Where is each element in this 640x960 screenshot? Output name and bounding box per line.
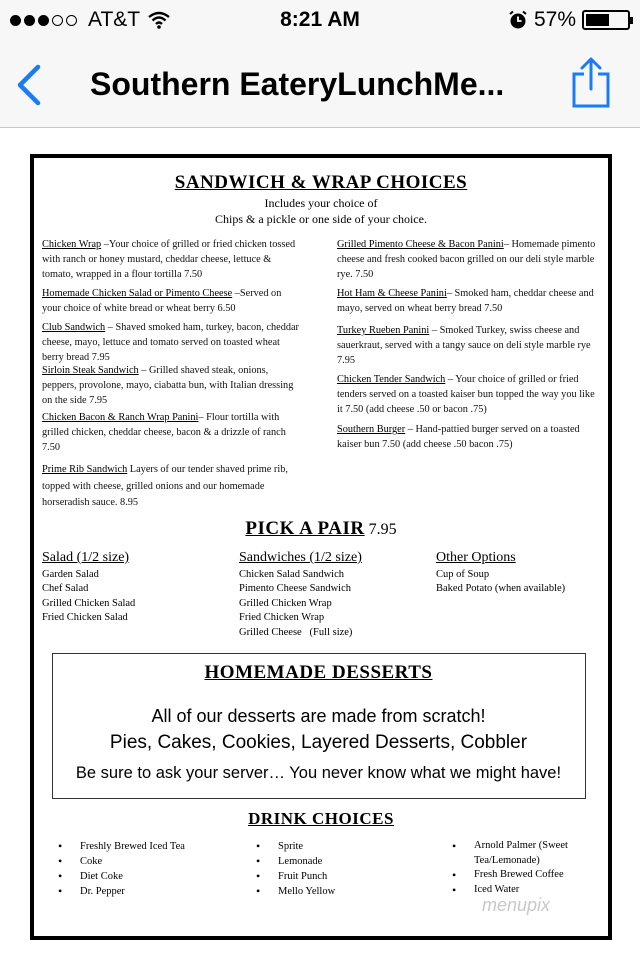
status-bar — [0, 0, 640, 40]
list-item: • Fresh Brewed Coffee — [452, 868, 592, 883]
drinks-column-2 — [256, 839, 426, 899]
menu-item-desc: Layers of our tender shaved prime rib, topped with cheese, grilled onions and our homemade horseradish sauce. 8.95 — [42, 464, 288, 508]
menu-item-desc: – Shaved smoked ham, turkey, bacon, cheddar cheese, mayo, lettuce and tomato served on toasted wheat berry bread 7.95 — [42, 322, 299, 363]
list-item: • Lemonade — [256, 854, 426, 869]
menu-item-name: Prime Rib Sandwich — [42, 464, 128, 475]
list-item: Grilled Cheese (Full size) — [239, 626, 353, 638]
menu-item — [42, 320, 302, 365]
menu-page — [30, 154, 612, 940]
battery-level — [586, 14, 609, 26]
menu-item-name: Sirloin Steak Sandwich — [42, 365, 139, 376]
list-item: Chicken Salad Sandwich — [239, 568, 344, 580]
desserts-line-3: Be sure to ask your server… You never know what we might have! — [75, 764, 562, 782]
pick-column-sandwiches — [239, 551, 429, 640]
back-chevron-icon[interactable] — [14, 64, 44, 106]
navigation-bar — [0, 40, 640, 128]
battery-percent: 57% — [533, 8, 576, 31]
list-item: Garden Salad — [42, 568, 99, 580]
menu-item-desc: –Served on your choice of white bread or wheat berry 6.50 — [42, 288, 282, 314]
menu-item-desc: – Smoked ham, cheddar cheese and mayo, served on wheat berry bread 7.50 — [337, 288, 594, 314]
sandwich-subtitle-1: Includes your choice of — [264, 196, 378, 210]
list-item: • Arnold Palmer (Sweet Tea/Lemonade) — [452, 839, 592, 868]
menu-item-desc: – Your choice of grilled or fried tenders served on a toasted kaiser bun topped the way you like it 7.50 (add cheese .50 or bacon .75) — [337, 374, 595, 415]
menu-item — [337, 422, 599, 452]
menu-item — [42, 237, 302, 282]
pick-a-pair-title: PICK A PAIR — [245, 518, 365, 539]
menupix-watermark: menupix — [481, 895, 550, 915]
list-item: Cup of Soup — [436, 568, 490, 580]
menu-item — [337, 286, 599, 316]
pick-column-heading: Salad (1/2 size) — [42, 550, 130, 565]
desserts-line-2: Pies, Cakes, Cookies, Layered Desserts, Cobbler — [109, 732, 528, 753]
list-item: Fried Chicken Wrap — [239, 612, 325, 623]
menu-item-desc: – Grilled shaved steak, onions, peppers, provolone, mayo, ciabatta bun, with Italian dressing on the side 7.95 — [42, 365, 294, 406]
menu-item — [42, 286, 302, 316]
menu-item-desc: – Hand-pattied burger served on a toasted kaiser bun 7.50 (add cheese .50 bacon .75) — [337, 424, 580, 450]
list-item: Pimento Cheese Sandwich — [239, 583, 351, 594]
status-right — [508, 8, 630, 32]
list-item: Grilled Chicken Salad — [42, 597, 136, 609]
menu-item-desc: – Homemade pimento cheese and fresh cooked bacon grilled on our deli style marble rye. 7.50 — [337, 239, 596, 280]
list-item: • Freshly Brewed Iced Tea — [58, 839, 233, 854]
list-item: Grilled Chicken Wrap — [239, 597, 332, 609]
menu-item-name: Turkey Rueben Panini — [337, 325, 430, 336]
status-time: 8:21 AM — [280, 8, 360, 31]
menu-item-name: Chicken Tender Sandwich — [337, 374, 446, 385]
menu-image-view[interactable] — [0, 129, 640, 960]
list-item: • Fruit Punch — [256, 869, 426, 884]
list-item: • Mello Yellow — [256, 884, 426, 899]
list-item: • Sprite — [256, 839, 426, 854]
menu-item — [337, 372, 599, 417]
menu-item-desc: – Flour tortilla with grilled chicken, cheddar cheese, bacon & a drizzle of ranch 7.50 — [42, 412, 286, 453]
menu-item-name: Homemade Chicken Salad or Pimento Cheese — [42, 288, 233, 299]
pick-column-other — [436, 551, 606, 597]
sandwich-section-title: SANDWICH & WRAP CHOICES — [174, 172, 468, 193]
menu-item-name: Southern Burger — [337, 424, 406, 435]
menu-item — [337, 323, 599, 368]
menu-item-name: Chicken Bacon & Ranch Wrap Panini — [42, 412, 199, 423]
list-item: Baked Potato (when available) — [436, 583, 566, 594]
list-item: Chef Salad — [42, 583, 89, 594]
battery-icon — [582, 10, 630, 30]
list-item: • Dr. Pepper — [58, 884, 233, 899]
menu-item-desc: – Smoked Turkey, swiss cheese and sauerkraut, served with a tangy sauce on deli style marble rye 7.95 — [337, 325, 591, 366]
pick-column-heading: Sandwiches (1/2 size) — [239, 550, 362, 565]
menu-item-name: Grilled Pimento Cheese & Bacon Panini — [337, 239, 504, 250]
list-item: • Coke — [58, 854, 233, 869]
desserts-box — [52, 653, 586, 799]
list-item: • Diet Coke — [58, 869, 233, 884]
pick-a-pair-price: 7.95 — [368, 521, 397, 538]
list-item: Fried Chicken Salad — [42, 612, 128, 623]
pick-column-salad — [42, 551, 227, 626]
desserts-line-1: All of our desserts are made from scratch! — [151, 706, 486, 726]
pick-a-pair-heading — [34, 518, 608, 540]
alarm-clock-icon — [508, 10, 528, 30]
pick-column-heading: Other Options — [436, 550, 516, 565]
menu-item-name: Chicken Wrap — [42, 239, 102, 250]
desserts-title: HOMEMADE DESSERTS — [204, 662, 433, 683]
drinks-column-3 — [452, 839, 592, 897]
carrier-label: AT&T — [88, 8, 141, 31]
menu-item — [337, 237, 599, 282]
page-title: Southern EateryLunchMe... — [90, 66, 505, 102]
menu-item-name: Hot Ham & Cheese Panini — [337, 288, 447, 299]
menu-item — [42, 363, 302, 408]
sandwich-subtitle-2: Chips & a pickle or one side of your choice. — [215, 212, 427, 226]
menu-item — [42, 462, 302, 512]
menu-item — [42, 410, 302, 455]
drinks-column-1 — [58, 839, 233, 899]
menu-item-desc: –Your choice of grilled or fried chicken tossed with ranch or honey mustard, cheddar cheese, lettuce & tomato, wrapped in a flour tortilla 7.50 — [42, 239, 296, 280]
share-icon[interactable] — [570, 56, 612, 108]
menu-item-name: Club Sandwich — [42, 322, 106, 333]
drinks-title: DRINK CHOICES — [248, 809, 394, 828]
list-item: • Iced Water — [452, 883, 592, 898]
